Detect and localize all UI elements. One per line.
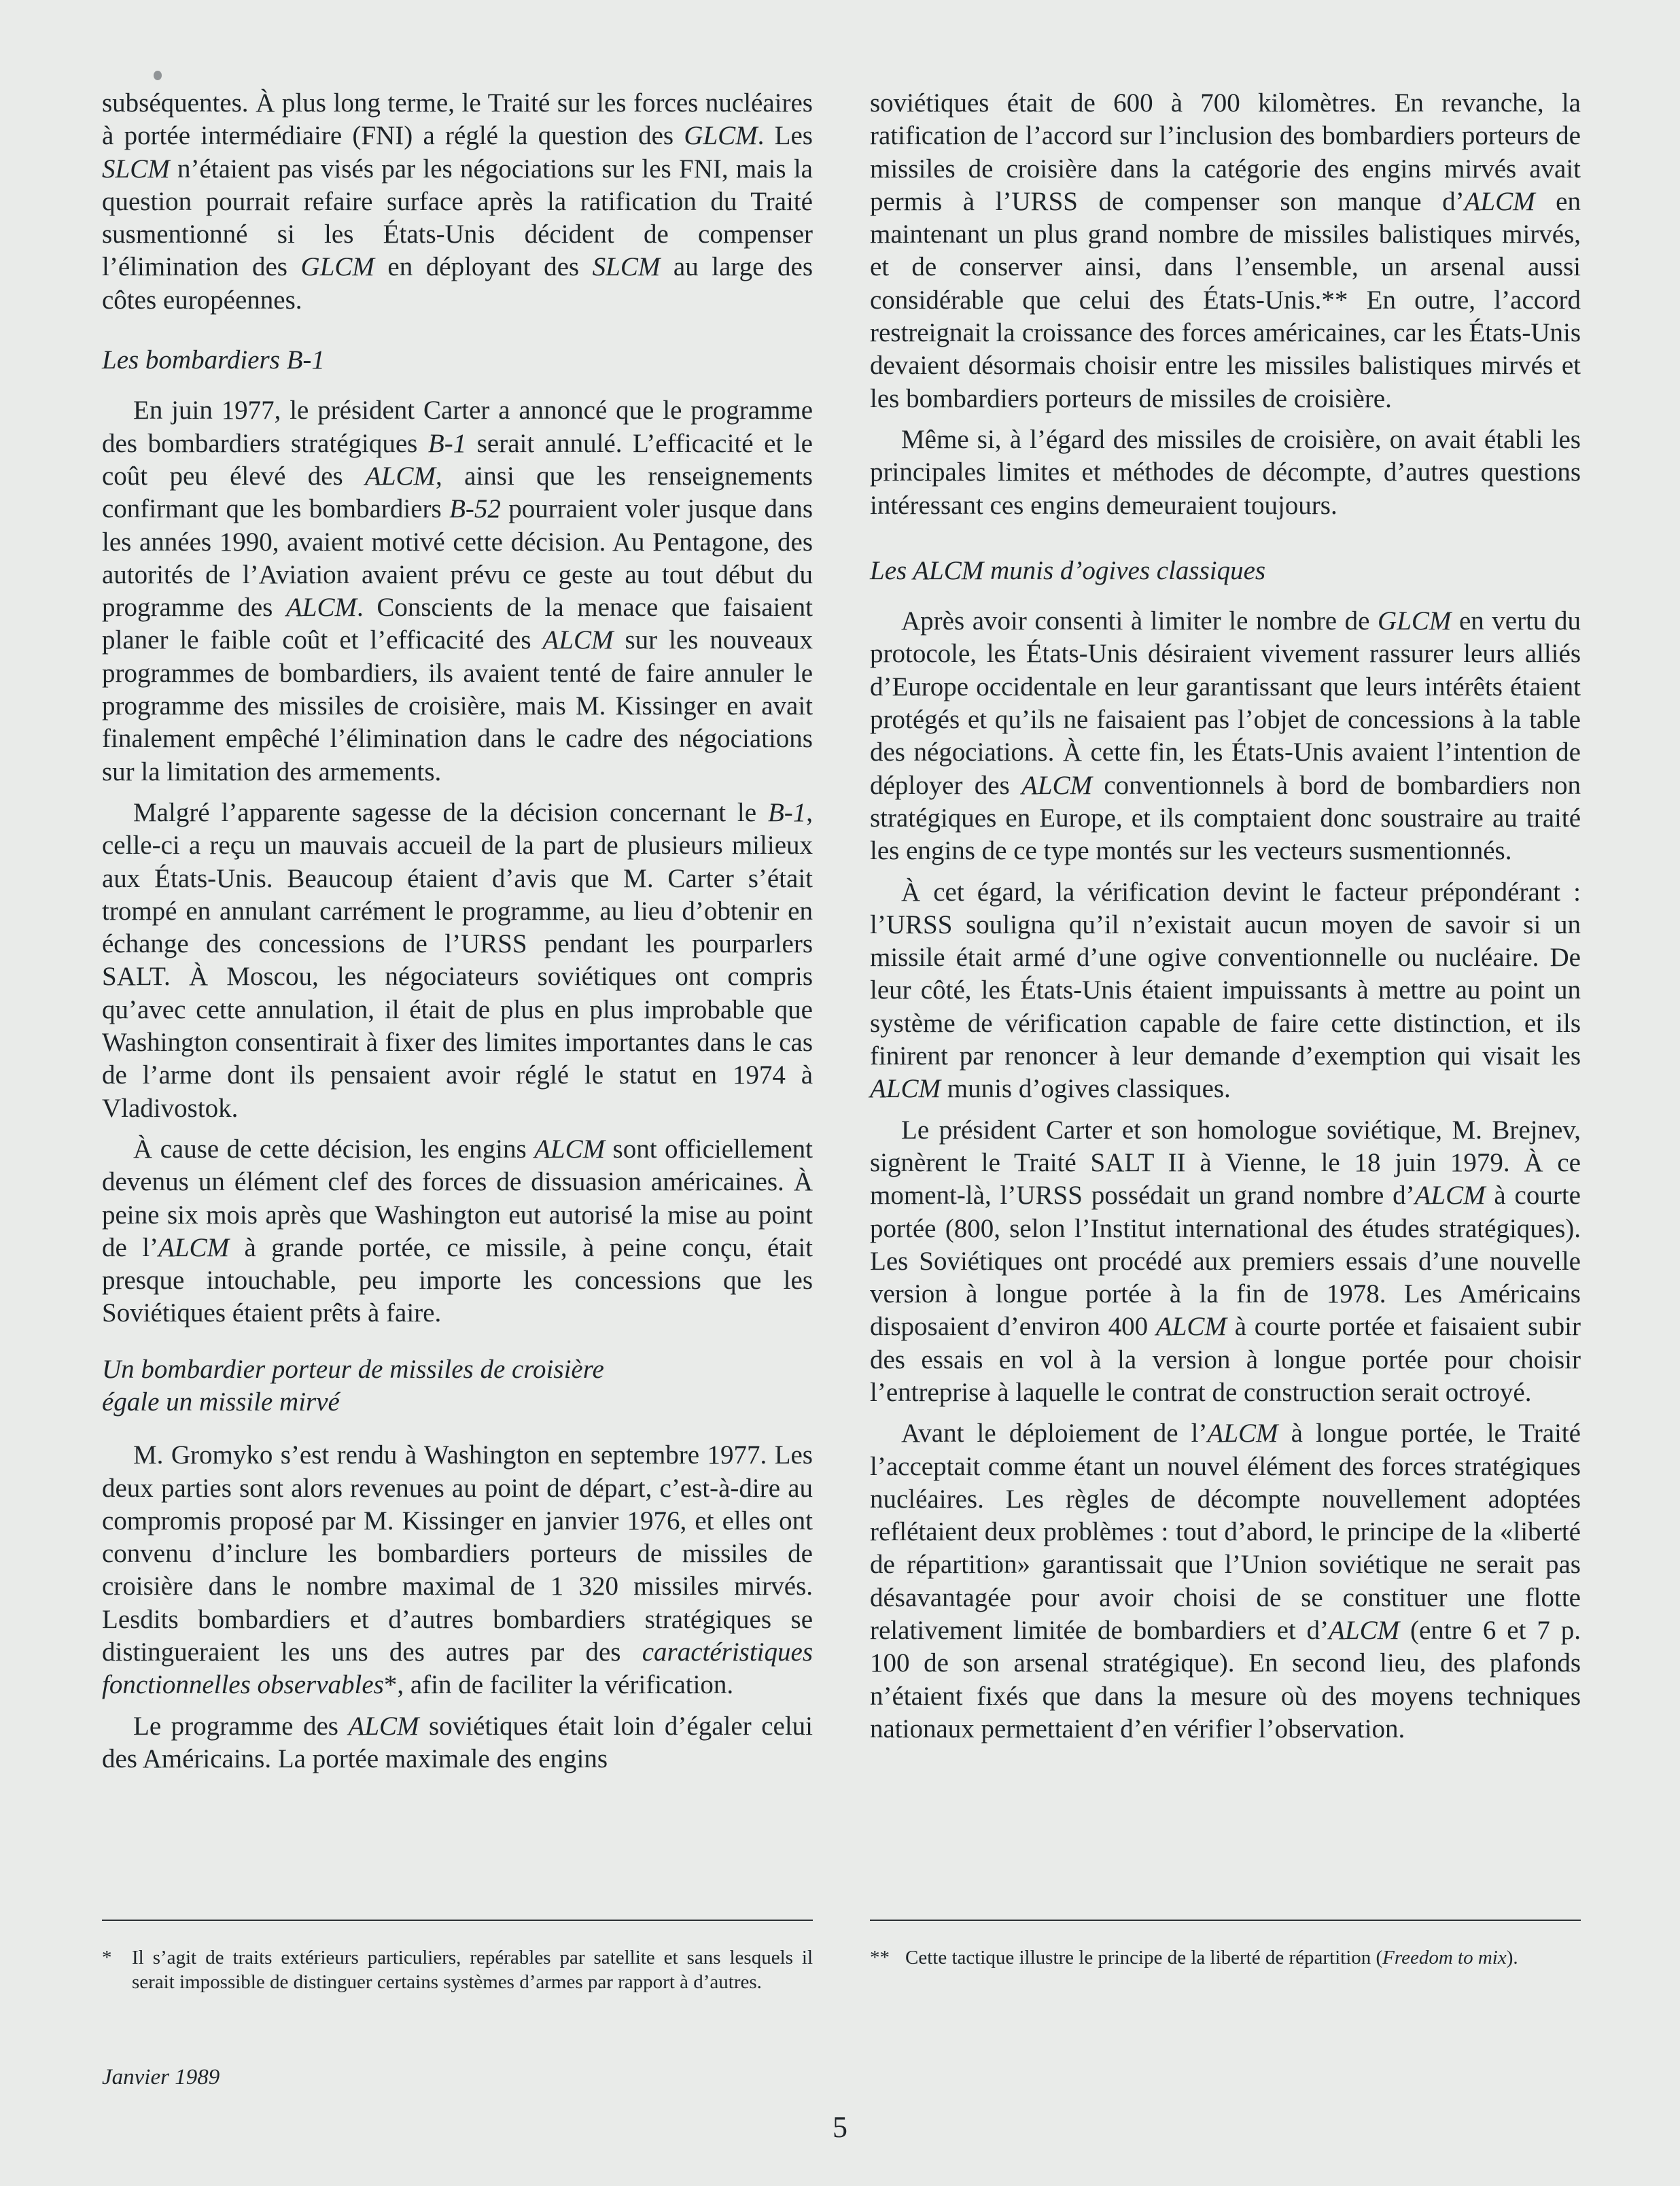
paragraph xyxy=(102,1710,813,1776)
section-heading xyxy=(102,1353,813,1419)
italic-term: ALCM xyxy=(348,1711,419,1741)
footnote-marker: * xyxy=(102,1947,112,1968)
footnote-text: Il s’agit de traits extérieurs particuliers, repérables par satellite et sans lesquels il serait impossible de distinguer certains systèmes d’armes par rapport à d’autres. xyxy=(132,1947,813,1993)
section-heading: Les bombardiers B-1 xyxy=(102,345,325,375)
text-run: serait annulé. L’efficacité et le coût peu élevé des xyxy=(102,428,813,491)
text-run: , celle-ci a reçu un mauvais accueil de la part de plusieurs milieux aux États-Unis. Beaucoup étaient d’avis que M. Carter s’était trompé en annulant carrément le programme, au lieu d’obtenir en échange des concessions de l’URSS pendant les pourparlers SALT. À Moscou, les négociateurs soviétiques ont compris qu’avec cette annulation, il était de plus en plus improbable que Washington consentirait à fixer des limites importantes dans le cas de l’arme dont ils pensaient avoir réglé le statut en 1974 à Vladivostok. xyxy=(102,797,813,1123)
italic-term: SLCM xyxy=(592,252,661,282)
text-run: soviétiques était loin d’égaler celui des Américains. La portée maximale des engins xyxy=(102,1711,813,1773)
paragraph xyxy=(870,605,1581,867)
text-run: subséquentes. À plus long terme, le Traité sur les forces nucléaires à portée intermédiaire (FNI) a réglé la question des xyxy=(102,88,813,151)
italic-term: ALCM xyxy=(1329,1616,1400,1646)
page-number: 5 xyxy=(833,2111,847,2144)
text-run: en vertu du protocole, les États-Unis désiraient vivement rassurer leurs alliés d’Europe occidentale en leur garantissant que leurs intérêts étaient protégés et qu’ils ne faisaient pas l’objet de concessions à la table des négociations. À cette fin, les États-Unis avaient l’intention de déployer des xyxy=(870,606,1581,800)
text-run: à longue portée, le Traité l’acceptait comme étant un nouvel élément des forces stratégiques nucléaires. Les règles de décompte nouvellement adoptées reflétaient deux problèmes : tout d’abord, le principe de la «liberté de répartition» garantissait que l’Union soviétique ne serait pas désavantagée pour avoir choisi de se constituer une flotte relativement limitée de bombardiers et d’ xyxy=(870,1419,1581,1646)
text-run: à courte portée et faisaient subir des essais en vol à la version à longue portée pour choisir l’entreprise à laquelle le contrat de construction serait octroyé. xyxy=(870,1312,1581,1407)
italic-term: ALCM xyxy=(1464,186,1535,216)
paragraph: Même si, à l’égard des missiles de croisière, on avait établi les principales limites et méthodes de décompte, d’autres questions intéressant ces engins demeuraient toujours. xyxy=(870,424,1581,520)
italic-term: GLCM xyxy=(1378,606,1452,636)
paragraph xyxy=(102,1439,813,1701)
scan-speck xyxy=(154,71,162,80)
text-run: Malgré l’apparente sagesse de la décision concernant le xyxy=(133,797,768,827)
italic-term: ALCM xyxy=(1155,1312,1227,1342)
paragraph xyxy=(102,394,813,788)
text-run: En juin 1977, le président Carter a annoncé que le programme des bombardiers stratégiques xyxy=(102,396,813,458)
italic-term: GLCM xyxy=(684,121,758,151)
text-run: en maintenant un plus grand nombre de missiles balistiques mirvés, et de conserver ainsi, dans l’ensemble, un arsenal aussi considérable que celui des États-Unis.** En outre, l’accord restreignait la croissance des forces américaines, car les États-Unis devaient désormais choisir entre les missiles balistiques mirvés et les bombardiers porteurs de missiles de croisière. xyxy=(870,186,1581,413)
text-run: . Les xyxy=(757,121,813,151)
text-run: munis d’ogives classiques. xyxy=(941,1074,1231,1104)
footnote-divider xyxy=(102,1920,813,1921)
text-run: soviétiques était de 600 à 700 kilomètres. En revanche, la ratification de l’accord sur l’inclusion des bombardiers porteurs de missiles de croisière dans la catégorie des engins mirvés avait permis à l’URSS de compenser son manque d’ xyxy=(870,88,1581,216)
italic-term: B-1 xyxy=(767,797,807,827)
italic-term: B-1 xyxy=(427,428,467,458)
footnote-divider xyxy=(870,1920,1581,1921)
italic-term: Freedom to mix xyxy=(1382,1947,1507,1968)
text-run: au large des côtes européennes. xyxy=(102,252,813,315)
text-run: Le programme des xyxy=(133,1711,349,1741)
text-run: *, afin de faciliter la vérification. xyxy=(383,1670,734,1700)
italic-term: B-52 xyxy=(449,494,501,524)
italic-term: GLCM xyxy=(300,252,374,282)
italic-term: ALCM xyxy=(365,461,436,491)
text-run: en déployant des xyxy=(374,252,593,282)
italic-term: ALCM xyxy=(158,1232,230,1262)
heading-line: égale un missile mirvé xyxy=(102,1387,340,1417)
text-run: Après avoir consenti à limiter le nombre de xyxy=(901,606,1378,636)
text-run: sur les nouveaux programmes de bombardiers, ils avaient tenté de faire annuler le programme des missiles de croisière, mais M. Kissinger en avait finalement empêché l’élimination dans le cadre des négociations sur la limitation des armements. xyxy=(102,625,813,786)
footnote-text xyxy=(870,1945,1581,1970)
footnote xyxy=(870,1945,1581,1970)
italic-term: ALCM xyxy=(1021,770,1093,800)
italic-term: SLCM xyxy=(102,154,170,184)
text-run: Le président Carter et son homologue soviétique, M. Brejnev, signèrent le Traité SALT II à Vienne, le 18 juin 1979. À ce moment-là, l’URSS possédait un grand nombre d’ xyxy=(870,1115,1581,1211)
italic-term: ALCM xyxy=(534,1134,606,1164)
text-run: pourraient voler jusque dans les années 1990, avaient motivé cette décision. Au Pentagone, des autorités de l’Aviation avaient prévu ce geste au tout début du programme des xyxy=(102,494,813,623)
paragraph xyxy=(870,1114,1581,1410)
italic-term: ALCM xyxy=(285,593,357,623)
paragraph xyxy=(870,876,1581,1106)
footnote xyxy=(102,1945,813,1994)
issue-date: Janvier 1989 xyxy=(102,2065,220,2089)
italic-term: caractéristiques fonctionnelles observables xyxy=(102,1637,813,1700)
text-run: . Conscients de la menace que faisaient planer le faible coût et l’efficacité des xyxy=(102,593,813,655)
text-run: ). xyxy=(1506,1947,1518,1968)
paragraph xyxy=(102,1133,813,1330)
text-run: Avant le déploiement de l’ xyxy=(901,1419,1208,1448)
paragraph xyxy=(102,87,813,317)
italic-term: ALCM xyxy=(1207,1419,1278,1448)
text-run: n’étaient pas visés par les négociations sur les FNI, mais la question pourrait refaire surface après la ratification du Traité susmentionné si les États-Unis décident de compenser l’élimination des xyxy=(102,154,813,282)
paragraph xyxy=(102,797,813,1125)
text-run: À cet égard, la vérification devint le facteur prépondérant : l’URSS souligna qu’il n’existait aucun moyen de savoir si un missile était armé d’une ogive conventionnelle ou nucléaire. De leur côté, les États-Unis étaient impuissants à mettre au point un système de vérification capable de faire cette distinction, et ils finirent par renoncer à leur demande d’exemption qui visait les xyxy=(870,877,1581,1071)
italic-term: ALCM xyxy=(870,1074,941,1104)
text-run: M. Gromyko s’est rendu à Washington en septembre 1977. Les deux parties sont alors revenues au point de départ, c’est-à-dire au compromis proposé par M. Kissinger en janvier 1976, et elles ont convenu d’inclure les bombardiers porteurs de missiles de croisière dans le nombre maximal de 1 320 missiles mirvés. Lesdits bombardiers et d’autres bombardiers stratégiques se distingueraient les uns des autres par des xyxy=(102,1440,813,1667)
italic-term: ALCM xyxy=(1414,1181,1486,1211)
text-run: Cette tactique illustre le principe de la liberté de répartition ( xyxy=(905,1947,1383,1968)
left-column xyxy=(102,87,813,1775)
paragraph xyxy=(870,1417,1581,1746)
text-run: (entre 6 et 7 p. 100 de son arsenal stratégique). En second lieu, des plafonds n’étaient fixés que dans la mesure où des moyens techniques nationaux permettaient d’en vérifier l’observation. xyxy=(870,1616,1581,1743)
right-column xyxy=(870,87,1581,1746)
footnote-marker: ** xyxy=(870,1947,890,1968)
heading-line: Un bombardier porteur de missiles de croisière xyxy=(102,1354,604,1384)
text-run: À cause de cette décision, les engins xyxy=(133,1134,535,1164)
text-run: conventionnels à bord de bombardiers non stratégiques en Europe, et ils comptaient donc soustraire au traité les engins de ce type montés sur les vecteurs susmentionnés. xyxy=(870,770,1581,866)
text-run: à courte portée (800, selon l’Institut international des études stratégiques). Les Soviétiques ont procédé aux premiers essais d’une nouvelle version à longue portée à la fin de 1978. Les Américains disposaient d’environ 400 xyxy=(870,1181,1581,1342)
section-heading: Les ALCM munis d’ogives classiques xyxy=(870,555,1266,585)
paragraph xyxy=(870,87,1581,415)
text-run: sont officiellement devenus un élément clef des forces de dissuasion américaines. À peine six mois après que Washington eut autorisé la mise au point de l’ xyxy=(102,1134,813,1262)
text-run: , ainsi que les renseignements confirmant que les bombardiers xyxy=(102,461,813,524)
text-run: à grande portée, ce missile, à peine conçu, était presque intouchable, peu importe les concessions que les Soviétiques étaient prêts à faire. xyxy=(102,1232,813,1328)
italic-term: ALCM xyxy=(542,625,614,655)
